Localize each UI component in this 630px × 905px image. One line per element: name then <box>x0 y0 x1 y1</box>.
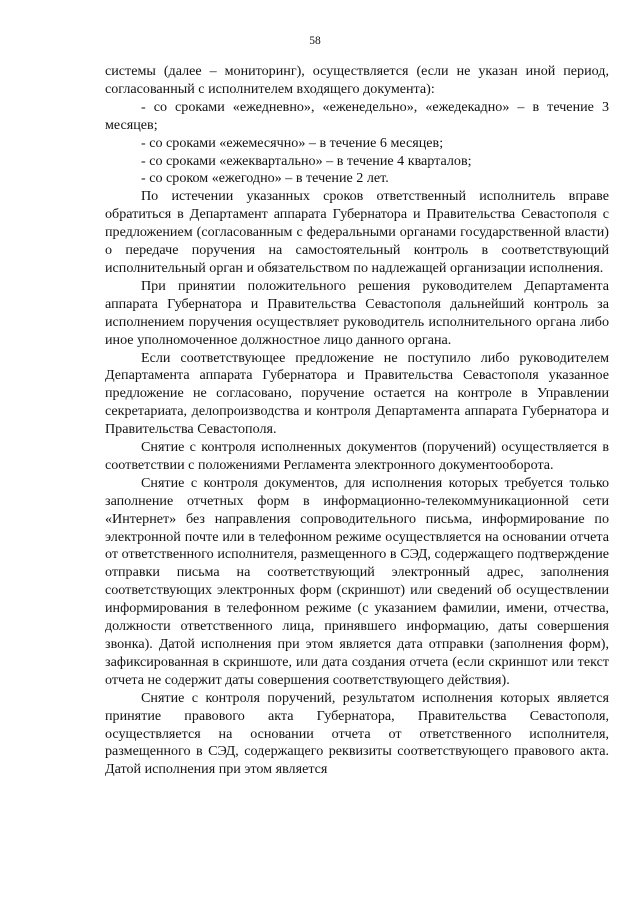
paragraph-report-forms: Снятие с контроля документов, для исполнения которых требуется только заполнение отчетных форм в информационно-телекоммуникационной сети «Интернет» без направления сопроводительного письма, информирование по электронной почте или в телефонном режиме осуществляется на основании отчета от ответственного исполнителя, размещенного в СЭД, содержащего подтверждение отправки письма на соответствующий электронный адрес, заполнения соответствующих электронных форм (скриншот) или сведений об осуществлении информирования в телефонном режиме (с указанием фамилии, имени, отчества, должности ответственного лица, принявшего информацию, даты совершения звонка). Датой исполнения при этом является дата отправки (заполнения форм), зафиксированная в скриншоте, или дата создания отчета (если скриншот или текст отчета не содержит даты совершения соответствующего действия). <box>105 474 609 688</box>
page-number: 58 <box>309 35 321 47</box>
list-item-quarterly: - со сроками «ежеквартально» – в течение 4 кварталов; <box>141 152 472 169</box>
paragraph-positive-decision: При принятии положительного решения руководителем Департамента аппарата Губернатора и Правительства Севастополя дальнейший контроль за исполнением поручения осуществляет руководитель исполнительного органа либо иное уполномоченное должностное лицо данного органа. <box>105 277 609 348</box>
paragraph-legal-act: Снятие с контроля поручений, результатом исполнения которых является принятие правового акта Губернатора, Правительства Севастополя, осуществляется на основании отчета от ответственного исполнителя, размещенного в СЭД, содержащего реквизиты соответствующего правового акта. Датой исполнения при этом является <box>105 689 609 778</box>
paragraph-not-approved: Если соответствующее предложение не поступило либо руководителем Департамента аппарата Губернатора и Правительства Севастополя указанное предложение не согласовано, поручение остается на контроле в Управлении секретариата, делопроизводства и контроля Департамента аппарата Губернатора и Правительства Севастополя. <box>105 349 609 438</box>
paragraph-monitoring-period: системы (далее – мониторинг), осуществляется (если не указан иной период, согласованный с исполнителем входящего документа): <box>105 63 609 97</box>
paragraph-removal-from-control: Снятие с контроля исполненных документов (поручений) осуществляется в соответствии с положениями Регламента электронного документооборота. <box>105 439 609 473</box>
list-item-yearly: - со сроком «ежегодно» – в течение 2 лет. <box>141 170 389 187</box>
document-body <box>105 63 609 779</box>
list-item-daily-weekly: - со сроками «ежедневно», «еженедельно», «ежедекадно» – в течение 3 месяцев; <box>105 98 609 133</box>
list-item-monthly: - со сроками «ежемесячно» – в течение 6 месяцев; <box>141 134 444 151</box>
paragraph-after-deadline: По истечении указанных сроков ответственный исполнитель вправе обратиться в Департамент аппарата Губернатора и Правительства Севастополя с предложением (согласованным с федеральными органами государственной власти) о передаче поручения на самостоятельный контроль в соответствующий исполнительный орган и обязательством по надлежащей организации исполнения. <box>105 188 609 276</box>
